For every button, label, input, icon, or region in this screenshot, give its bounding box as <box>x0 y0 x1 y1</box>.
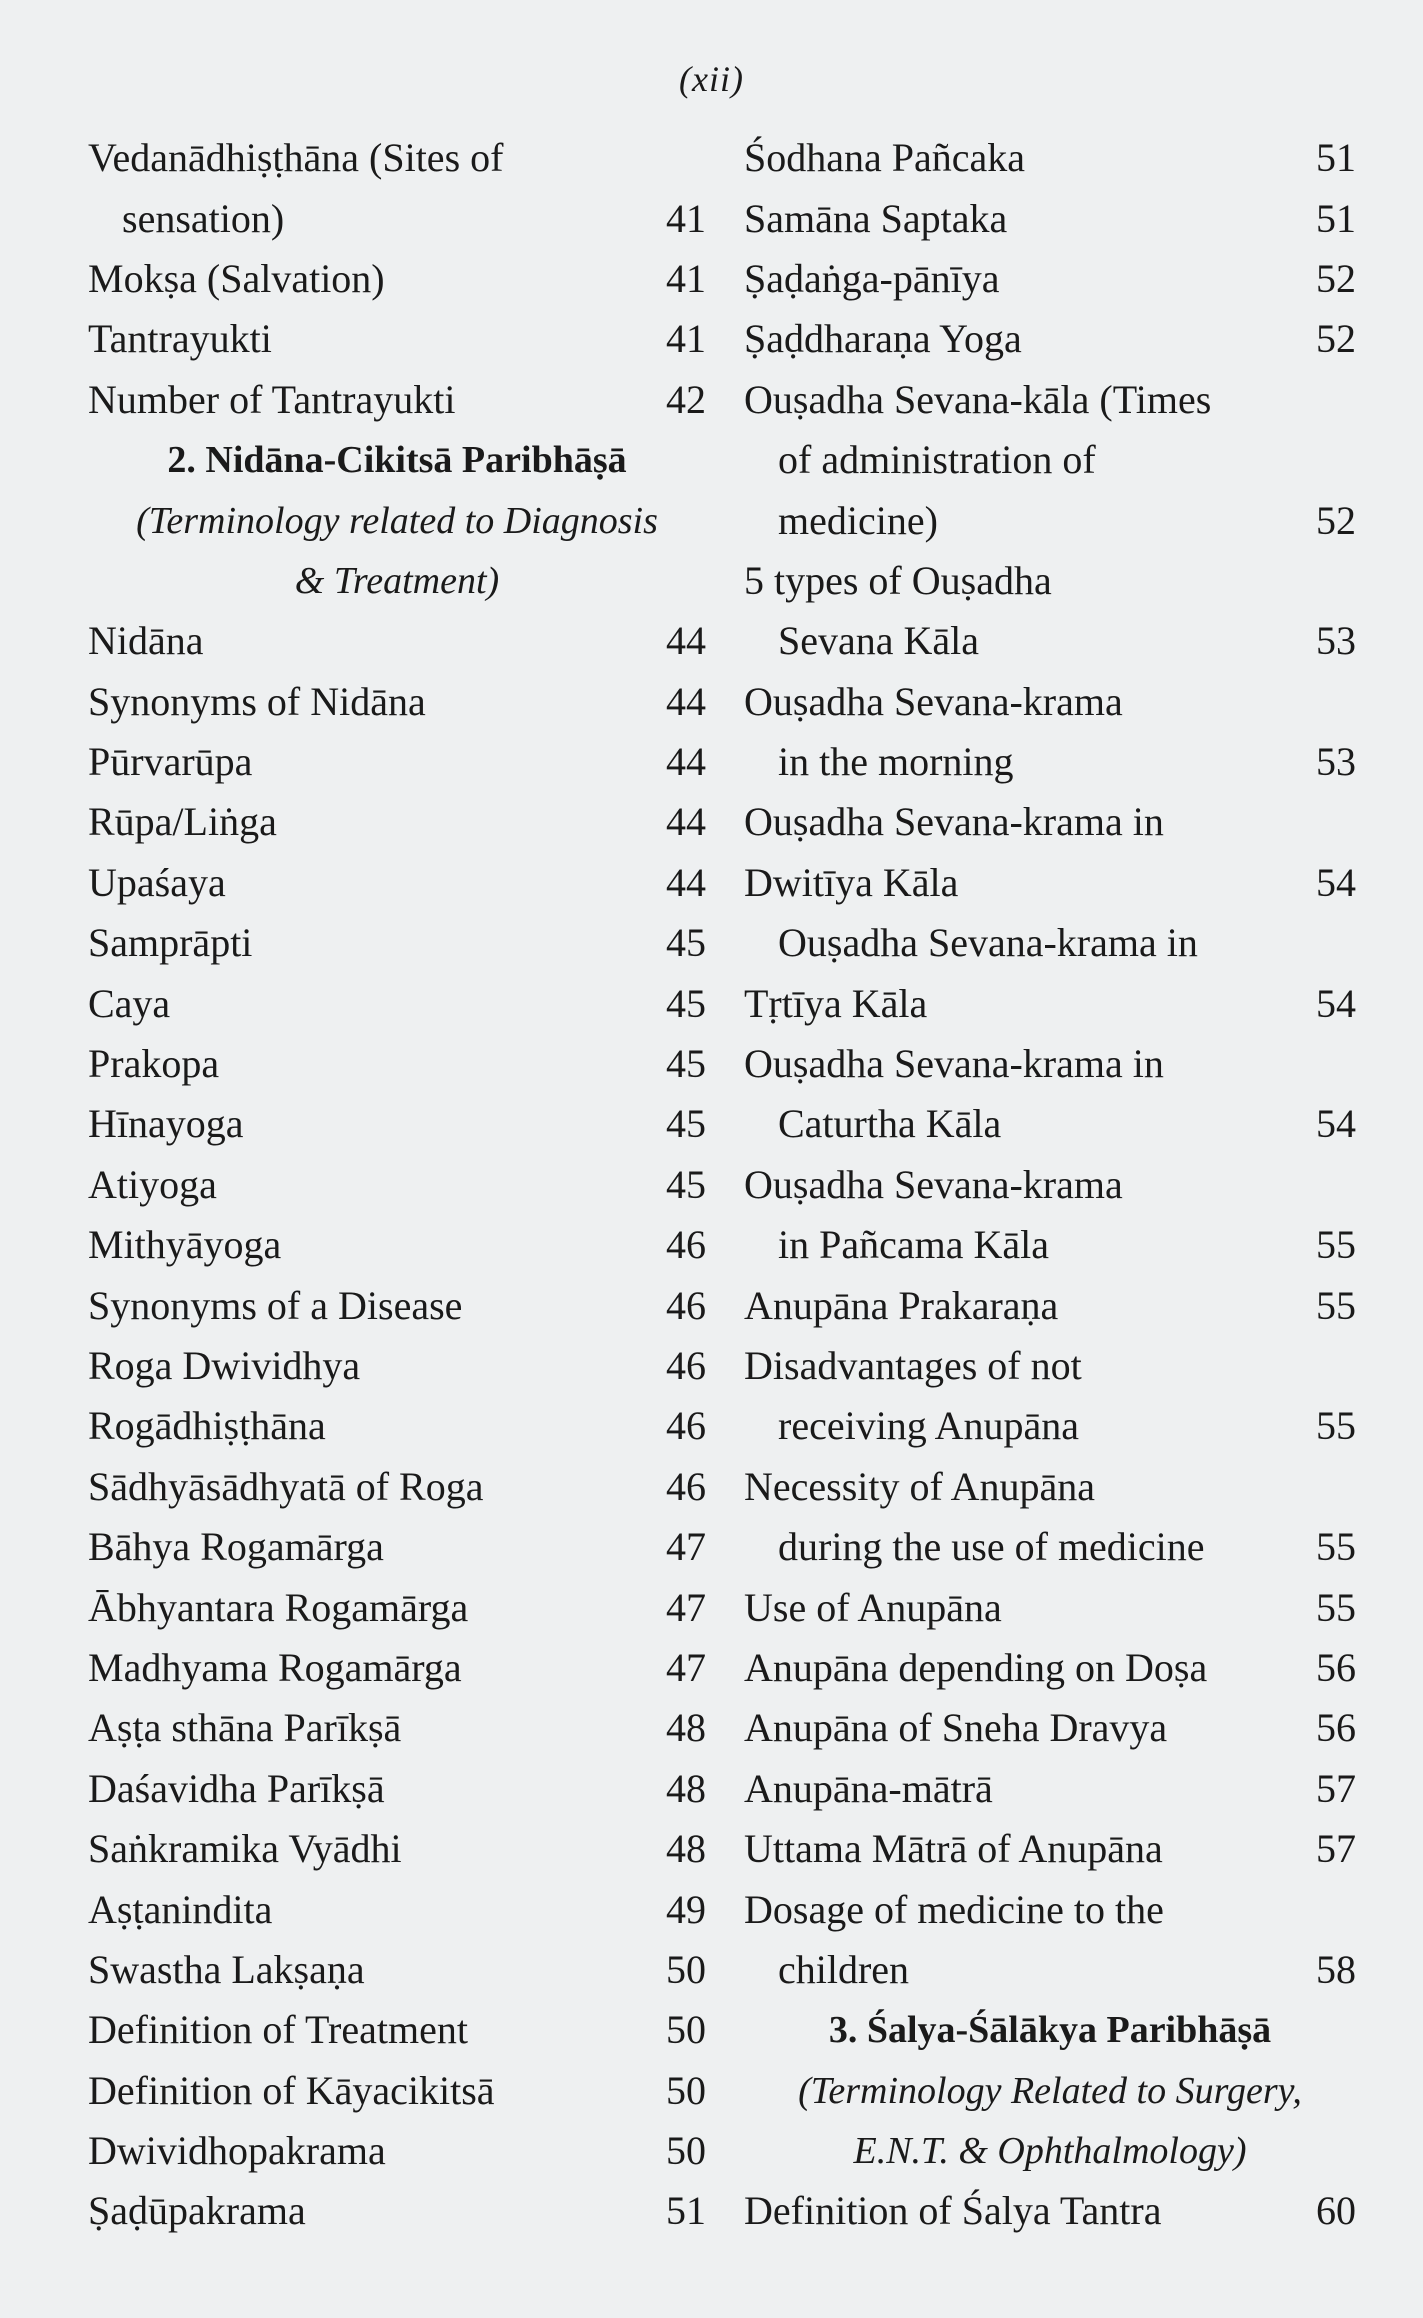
toc-entry-title: Swastha Lakṣaṇa <box>88 1946 365 1992</box>
toc-entry-page-number: 46 <box>666 1343 706 1388</box>
toc-entry <box>88 1336 706 1396</box>
toc-left-column <box>88 128 706 2242</box>
toc-entry-page-number: 54 <box>1316 859 1356 905</box>
toc-entry-page-number: 44 <box>666 618 706 664</box>
toc-entry-title: Ouṣadha Sevana-krama <box>744 1161 1123 1207</box>
toc-entry <box>88 1396 706 1456</box>
toc-entry-title: Anupāna of Sneha Dravya <box>744 1705 1168 1751</box>
toc-entry <box>744 672 1356 732</box>
toc-entry <box>88 1577 706 1637</box>
toc-entry-page-number: 42 <box>666 376 706 422</box>
toc-entry-title: Definition of Treatment <box>88 2007 468 2053</box>
toc-entry-title: Uttama Mātrā of Anupāna <box>744 1826 1163 1872</box>
toc-entry-title: Synonyms of Nidāna <box>88 678 426 724</box>
toc-entry-page-number: 51 <box>1316 195 1356 241</box>
toc-entry-title: medicine) <box>778 497 938 543</box>
toc-entry-title: Mokṣa (Salvation) <box>88 255 385 301</box>
toc-entry-title: Ouṣadha Sevana-kāla (Times <box>744 376 1212 422</box>
toc-entry-title: Dosage of medicine to the <box>744 1886 1164 1932</box>
toc-entry <box>744 188 1356 248</box>
toc-entry <box>88 1155 706 1215</box>
toc-entry <box>744 611 1356 671</box>
section-subheading: & Treatment) <box>294 559 500 602</box>
toc-entry-title: Ouṣadha Sevana-krama in <box>744 1041 1164 1087</box>
toc-entry-page-number: 55 <box>1316 1403 1356 1449</box>
toc-entry <box>88 853 706 913</box>
toc-entry <box>744 792 1356 852</box>
toc-entry <box>744 1879 1356 1939</box>
toc-entry-page-number: 55 <box>1316 1584 1356 1630</box>
toc-entry-page-number: 45 <box>666 920 706 966</box>
toc-entry-page-number: 44 <box>666 739 706 785</box>
toc-entry-title: Number of Tantrayukti <box>88 376 456 422</box>
toc-entry-title: Daśavidha Parīkṣā <box>88 1765 385 1811</box>
toc-entry-title: Madhyama Rogamārga <box>88 1644 462 1690</box>
toc-entry-title: Aṣṭanindita <box>88 1886 273 1932</box>
toc-entry-page-number: 51 <box>666 2188 706 2234</box>
toc-entry <box>744 1155 1356 1215</box>
toc-entry-page-number: 46 <box>666 1403 706 1449</box>
toc-entry-title: Roga Dwividhya <box>88 1343 361 1388</box>
toc-entry <box>744 1940 1356 2000</box>
toc-entry <box>88 732 706 792</box>
toc-entry <box>88 1698 706 1758</box>
toc-entry <box>88 1034 706 1094</box>
toc-entry-page-number: 44 <box>666 799 706 845</box>
toc-entry <box>88 2061 706 2121</box>
toc-entry-title: Ṣaḍūpakrama <box>88 2188 306 2234</box>
toc-entry-title: Rūpa/Liṅga <box>88 799 277 845</box>
toc-entry-page-number: 52 <box>1316 497 1356 543</box>
section-heading: 2. Nidāna-Cikitsā Paribhāṣā <box>167 439 627 482</box>
toc-entry <box>88 249 706 309</box>
toc-entry-page-number: 47 <box>666 1524 706 1570</box>
toc-entry <box>744 853 1356 913</box>
toc-entry-title: Aṣṭa sthāna Parīkṣā <box>88 1705 402 1751</box>
toc-entry-page-number: 54 <box>1316 1101 1356 1147</box>
toc-entry <box>88 1819 706 1879</box>
toc-entry-page-number: 53 <box>1316 739 1356 785</box>
toc-entry <box>88 913 706 973</box>
toc-entry <box>744 1759 1356 1819</box>
toc-entry-title: Definition of Kāyacikitsā <box>88 2067 495 2113</box>
toc-entry-title: receiving Anupāna <box>778 1403 1079 1449</box>
toc-right-column <box>744 128 1356 2242</box>
toc-entry-title: Caturtha Kāla <box>778 1101 1002 1147</box>
toc-entry <box>88 1517 706 1577</box>
toc-entry-title: Dwividhopakrama <box>88 2128 386 2174</box>
toc-entry <box>744 1215 1356 1275</box>
toc-entry-page-number: 50 <box>666 1946 706 1992</box>
toc-entry <box>88 1638 706 1698</box>
toc-entry-page-number: 44 <box>666 859 706 905</box>
toc-entry-title: Anupāna-mātrā <box>744 1765 993 1811</box>
toc-entry-title: Necessity of Anupāna <box>744 1463 1096 1509</box>
toc-entry-title: Rogādhiṣṭhāna <box>88 1403 326 1449</box>
toc-entry <box>744 1275 1356 1335</box>
toc-entry-title: Sādhyāsādhyatā of Roga <box>88 1463 484 1509</box>
toc-entry-title: Atiyoga <box>88 1161 217 1207</box>
toc-entry-page-number: 45 <box>666 1041 706 1087</box>
toc-entry <box>88 309 706 369</box>
toc-entry <box>88 2121 706 2181</box>
toc-entry-page-number: 47 <box>666 1584 706 1630</box>
toc-entry-title: Nidāna <box>88 618 204 664</box>
toc-entry-title: Ouṣadha Sevana-krama <box>744 678 1123 724</box>
toc-entry-page-number: 49 <box>666 1886 706 1932</box>
toc-entry-page-number: 58 <box>1316 1946 1356 1992</box>
toc-entry-page-number: 41 <box>666 255 706 301</box>
toc-entry-title: Mithyāyoga <box>88 1222 282 1268</box>
toc-entry <box>744 1577 1356 1637</box>
toc-entry-title: in Pañcama Kāla <box>778 1222 1049 1268</box>
toc-entry-page-number: 60 <box>1316 2188 1356 2234</box>
toc-entry-title: Anupāna Prakaraṇa <box>744 1282 1059 1328</box>
toc-entry-page-number: 45 <box>666 1101 706 1147</box>
toc-entry-title: Ouṣadha Sevana-krama in <box>778 920 1198 966</box>
toc-entry <box>744 1396 1356 1456</box>
toc-entry-title: Ṣaḍdharaṇa Yoga <box>744 316 1022 362</box>
toc-entry-page-number: 55 <box>1316 1282 1356 1328</box>
toc-entry-page-number: 48 <box>666 1705 706 1751</box>
toc-entry <box>88 792 706 852</box>
toc-entry <box>88 1940 706 2000</box>
toc-entry <box>744 1336 1356 1396</box>
toc-entry <box>744 1638 1356 1698</box>
toc-entry-page-number: 55 <box>1316 1524 1356 1570</box>
toc-entry-title: 5 types of Ouṣadha <box>744 557 1052 603</box>
section-subheading: E.N.T. & Ophthalmology) <box>853 2130 1247 2173</box>
section-subheading: (Terminology related to Diagnosis <box>136 499 658 542</box>
toc-entry-page-number: 53 <box>1316 618 1356 664</box>
toc-entry-page-number: 52 <box>1316 255 1356 301</box>
toc-entry <box>744 430 1356 490</box>
section-subheading: (Terminology Related to Surgery, <box>798 2069 1302 2112</box>
toc-entry-page-number: 45 <box>666 980 706 1026</box>
toc-entry <box>88 1879 706 1939</box>
toc-entry <box>88 1759 706 1819</box>
toc-entry-page-number: 46 <box>666 1222 706 1268</box>
toc-entry <box>88 188 706 248</box>
toc-entry-page-number: 46 <box>666 1282 706 1328</box>
toc-entry <box>744 309 1356 369</box>
toc-entry-title: Samāna Saptaka <box>744 195 1008 241</box>
toc-entry-title: Saṅkramika Vyādhi <box>88 1826 402 1872</box>
toc-entry-page-number: 48 <box>666 1765 706 1811</box>
toc-entry-page-number: 44 <box>666 678 706 724</box>
toc-entry <box>744 1457 1356 1517</box>
toc-entry-page-number: 50 <box>666 2067 706 2113</box>
toc-entry-page-number: 55 <box>1316 1222 1356 1268</box>
toc-entry-page-number: 47 <box>666 1644 706 1690</box>
toc-entry <box>744 1819 1356 1879</box>
toc-entry <box>744 128 1356 188</box>
toc-entry <box>744 1034 1356 1094</box>
toc-entry-title: Dwitīya Kāla <box>744 859 959 905</box>
toc-entry <box>744 370 1356 430</box>
toc-entry-title: Anupāna depending on Doṣa <box>744 1644 1208 1690</box>
toc-entry <box>744 1094 1356 1154</box>
toc-entry-title: of administration of <box>778 437 1096 483</box>
toc-entry-page-number: 57 <box>1316 1765 1356 1811</box>
toc-entry-title: Upaśaya <box>88 859 226 905</box>
page-number: (xii) <box>679 59 744 99</box>
toc-entry-page-number: 45 <box>666 1161 706 1207</box>
toc-entry <box>88 370 706 430</box>
toc-entry <box>88 973 706 1033</box>
toc-entry-page-number: 48 <box>666 1826 706 1872</box>
toc-entry-title: Disadvantages of not <box>744 1343 1082 1388</box>
toc-entry-title: Samprāpti <box>88 920 253 966</box>
toc-entry-title: Prakopa <box>88 1041 220 1087</box>
toc-entry-page-number: 46 <box>666 1463 706 1509</box>
toc-entry <box>88 128 706 188</box>
toc-entry-title: Synonyms of a Disease <box>88 1282 463 1328</box>
toc-entry <box>744 249 1356 309</box>
toc-entry-title: Sevana Kāla <box>778 618 980 664</box>
toc-entry <box>744 973 1356 1033</box>
toc-entry-title: Tantrayukti <box>88 316 272 362</box>
toc-entry <box>88 1457 706 1517</box>
toc-entry-page-number: 41 <box>666 316 706 362</box>
toc-entry <box>88 1094 706 1154</box>
toc-entry-title: Bāhya Rogamārga <box>88 1524 384 1570</box>
toc-entry <box>744 732 1356 792</box>
toc-entry-title: Śodhana Pañcaka <box>744 135 1026 181</box>
toc-entry <box>88 611 706 671</box>
toc-entry-title: Hīnayoga <box>88 1101 244 1147</box>
toc-entry-title: in the morning <box>778 739 1014 785</box>
toc-entry-page-number: 54 <box>1316 980 1356 1026</box>
section-heading: 3. Śalya-Śālākya Paribhāṣā <box>828 2009 1272 2052</box>
toc-entry-page-number: 56 <box>1316 1644 1356 1690</box>
toc-entry-title: Pūrvarūpa <box>88 739 253 785</box>
toc-entry-title: during the use of medicine <box>778 1524 1205 1570</box>
toc-entry-page-number: 41 <box>666 195 706 241</box>
toc-entry-page-number: 50 <box>666 2128 706 2174</box>
toc-entry-page-number: 57 <box>1316 1826 1356 1872</box>
toc-entry-title: Tṛtīya Kāla <box>744 980 928 1026</box>
toc-entry <box>88 2000 706 2060</box>
toc-entry <box>88 1275 706 1335</box>
toc-entry-title: Ouṣadha Sevana-krama in <box>744 799 1164 845</box>
toc-entry-title: Definition of Śalya Tantra <box>744 2188 1162 2234</box>
toc-entry-page-number: 50 <box>666 2007 706 2053</box>
toc-entry <box>744 551 1356 611</box>
toc-entry-title: children <box>778 1946 910 1992</box>
toc-entry-title: Ābhyantara Rogamārga <box>88 1584 469 1630</box>
toc-entry-title: Caya <box>88 980 171 1026</box>
toc-entry <box>744 913 1356 973</box>
toc-entry <box>88 1215 706 1275</box>
toc-entry <box>88 2181 706 2241</box>
toc-entry-title: Use of Anupāna <box>744 1584 1002 1630</box>
toc-entry <box>744 490 1356 550</box>
toc-entry-page-number: 51 <box>1316 135 1356 181</box>
toc-entry <box>744 2181 1356 2241</box>
toc-entry-title: sensation) <box>122 195 285 241</box>
toc-entry-title: Vedanādhiṣṭhāna (Sites of <box>88 135 504 181</box>
toc-entry-title: Ṣaḍaṅga-pānīya <box>744 255 1000 301</box>
toc-entry <box>744 1698 1356 1758</box>
toc-entry-page-number: 52 <box>1316 316 1356 362</box>
toc-entry-page-number: 56 <box>1316 1705 1356 1751</box>
toc-entry <box>88 672 706 732</box>
toc-entry <box>744 1517 1356 1577</box>
